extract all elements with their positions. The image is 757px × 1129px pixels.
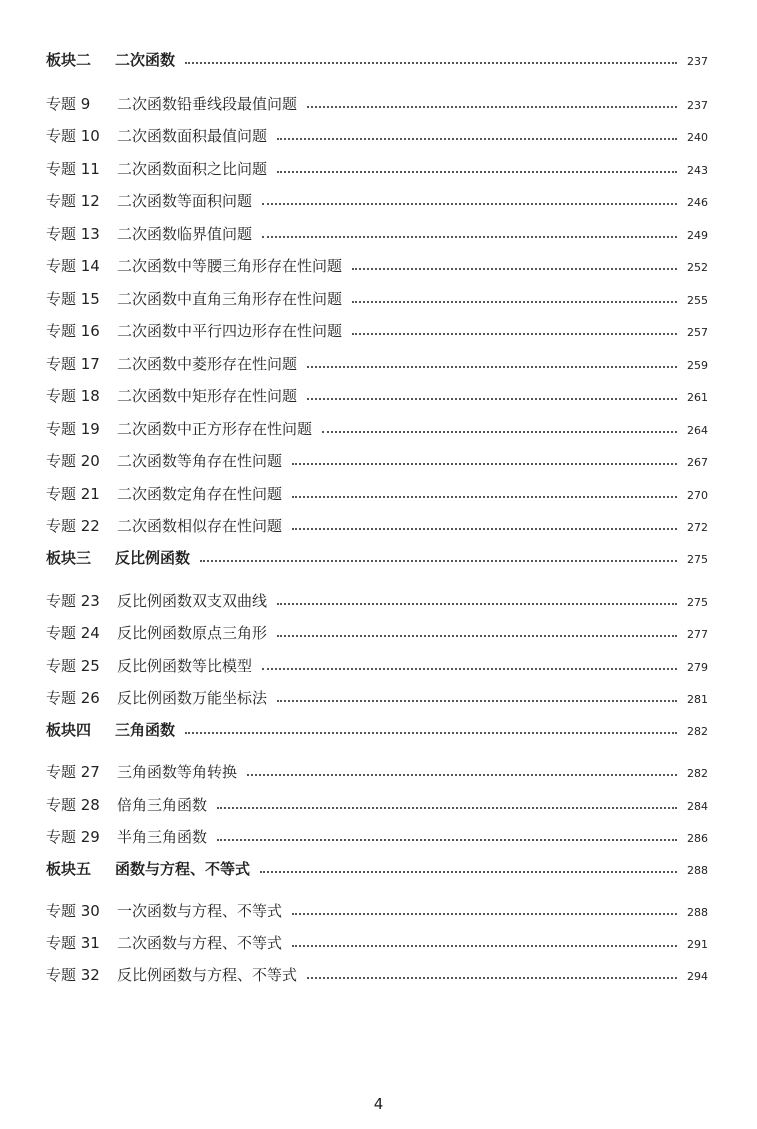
topic-label: 专题 14 [46,257,100,275]
page-number: 255 [687,294,708,307]
toc-topic-row[interactable] [46,758,708,782]
topic-title: 二次函数中等腰三角形存在性问题 [117,257,343,275]
topic-label: 专题 23 [46,592,100,610]
dot-leader [292,913,677,915]
topic-title: 反比例函数原点三角形 [117,624,268,642]
dot-leader [292,945,677,947]
topic-label: 专题 12 [46,192,100,210]
page-number: 270 [687,489,708,502]
topic-title: 二次函数中正方形存在性问题 [117,420,313,438]
page-number: 277 [687,628,708,641]
topic-label: 专题 26 [46,689,100,707]
topic-title: 一次函数与方程、不等式 [117,902,283,920]
topic-title: 半角三角函数 [117,828,208,846]
toc-topic-row[interactable] [46,415,708,439]
topic-label: 专题 18 [46,387,100,405]
toc-section-row[interactable] [46,855,708,879]
dot-leader [277,700,677,702]
dot-leader [292,528,677,530]
page-number: 257 [687,326,708,339]
dot-leader [352,333,677,335]
toc-topic-row[interactable] [46,587,708,611]
topic-label: 专题 29 [46,828,100,846]
topic-label: 专题 30 [46,902,100,920]
page-number: 282 [687,767,708,780]
page-number: 279 [687,661,708,674]
page-number: 237 [687,55,708,68]
page-number: 291 [687,938,708,951]
page-number: 288 [687,906,708,919]
topic-title: 二次函数中菱形存在性问题 [117,355,298,373]
toc-section-row[interactable] [46,46,708,70]
page-number: 259 [687,359,708,372]
toc-topic-row[interactable] [46,447,708,471]
topic-title: 二次函数中矩形存在性问题 [117,387,298,405]
toc-topic-row[interactable] [46,382,708,406]
page-number: 284 [687,800,708,813]
topic-label: 专题 19 [46,420,100,438]
page-number: 246 [687,196,708,209]
page-number: 243 [687,164,708,177]
topic-label: 专题 22 [46,517,100,535]
topic-title: 二次函数面积之比问题 [117,160,268,178]
page-number: 282 [687,725,708,738]
topic-label: 专题 11 [46,160,100,178]
dot-leader [217,807,677,809]
dot-leader [262,236,677,238]
dot-leader [292,463,677,465]
section-label: 板块五 [46,860,92,878]
dot-leader [262,668,677,670]
topic-title: 二次函数定角存在性问题 [117,485,283,503]
dot-leader [185,732,677,734]
page-number: 275 [687,553,708,566]
page-number: 252 [687,261,708,274]
page-number: 286 [687,832,708,845]
topic-title: 三角函数等角转换 [117,763,238,781]
toc-topic-row[interactable] [46,285,708,309]
topic-label: 专题 24 [46,624,100,642]
section-label: 板块二 [46,51,92,69]
dot-leader [352,301,677,303]
toc-section-row[interactable] [46,544,708,568]
page-number: 264 [687,424,708,437]
topic-label: 专题 21 [46,485,100,503]
topic-title: 二次函数等面积问题 [117,192,253,210]
page-number: 275 [687,596,708,609]
topic-label: 专题 28 [46,796,100,814]
toc-topic-row[interactable] [46,155,708,179]
dot-leader [292,496,677,498]
toc-topic-row[interactable] [46,90,708,114]
toc-topic-row[interactable] [46,619,708,643]
toc-topic-row[interactable] [46,512,708,536]
section-title: 函数与方程、不等式 [115,860,251,878]
page-folio: 4 [373,1095,384,1113]
toc-topic-row[interactable] [46,823,708,847]
topic-title: 二次函数相似存在性问题 [117,517,283,535]
dot-leader [217,839,677,841]
toc-topic-row[interactable] [46,684,708,708]
topic-label: 专题 20 [46,452,100,470]
topic-label: 专题 27 [46,763,100,781]
dot-leader [322,431,677,433]
toc-topic-row[interactable] [46,480,708,504]
topic-label: 专题 17 [46,355,100,373]
dot-leader [277,603,677,605]
toc-topic-row[interactable] [46,350,708,374]
dot-leader [200,560,677,562]
page-number: 272 [687,521,708,534]
topic-label: 专题 16 [46,322,100,340]
topic-label: 专题 25 [46,657,100,675]
page-number: 281 [687,693,708,706]
topic-title: 反比例函数等比模型 [117,657,253,675]
toc-topic-row[interactable] [46,187,708,211]
topic-label: 专题 15 [46,290,100,308]
topic-label: 专题 9 [46,95,91,113]
toc-topic-row[interactable] [46,791,708,815]
toc-topic-row[interactable] [46,122,708,146]
topic-title: 二次函数中平行四边形存在性问题 [117,322,343,340]
toc-topic-row[interactable] [46,897,708,921]
page-number: 240 [687,131,708,144]
page-number: 249 [687,229,708,242]
toc-topic-row[interactable] [46,317,708,341]
dot-leader [185,62,677,64]
toc-topic-row[interactable] [46,929,708,953]
dot-leader [307,106,677,108]
topic-title: 二次函数临界值问题 [117,225,253,243]
dot-leader [307,366,677,368]
section-label: 板块四 [46,721,92,739]
topic-title: 二次函数铅垂线段最值问题 [117,95,298,113]
toc-topic-row[interactable] [46,652,708,676]
dot-leader [307,398,677,400]
dot-leader [277,138,677,140]
topic-title: 倍角三角函数 [117,796,208,814]
topic-title: 反比例函数双支双曲线 [117,592,268,610]
topic-title: 反比例函数万能坐标法 [117,689,268,707]
section-title: 反比例函数 [115,549,191,567]
topic-title: 二次函数中直角三角形存在性问题 [117,290,343,308]
topic-title: 二次函数等角存在性问题 [117,452,283,470]
page-number: 237 [687,99,708,112]
topic-label: 专题 13 [46,225,100,243]
section-title: 二次函数 [115,51,176,69]
topic-title: 反比例函数与方程、不等式 [117,966,298,984]
toc-topic-row[interactable] [46,220,708,244]
topic-label: 专题 10 [46,127,100,145]
section-label: 板块三 [46,549,92,567]
toc-section-row[interactable] [46,716,708,740]
dot-leader [352,268,677,270]
page-number: 261 [687,391,708,404]
toc-topic-row[interactable] [46,961,708,985]
topic-label: 专题 31 [46,934,100,952]
dot-leader [247,774,677,776]
dot-leader [262,203,677,205]
dot-leader [277,171,677,173]
page-number: 294 [687,970,708,983]
dot-leader [307,977,677,979]
dot-leader [260,871,677,873]
page-number: 288 [687,864,708,877]
topic-title: 二次函数与方程、不等式 [117,934,283,952]
toc-topic-row[interactable] [46,252,708,276]
section-title: 三角函数 [115,721,176,739]
dot-leader [277,635,677,637]
topic-label: 专题 32 [46,966,100,984]
topic-title: 二次函数面积最值问题 [117,127,268,145]
page-number: 267 [687,456,708,469]
